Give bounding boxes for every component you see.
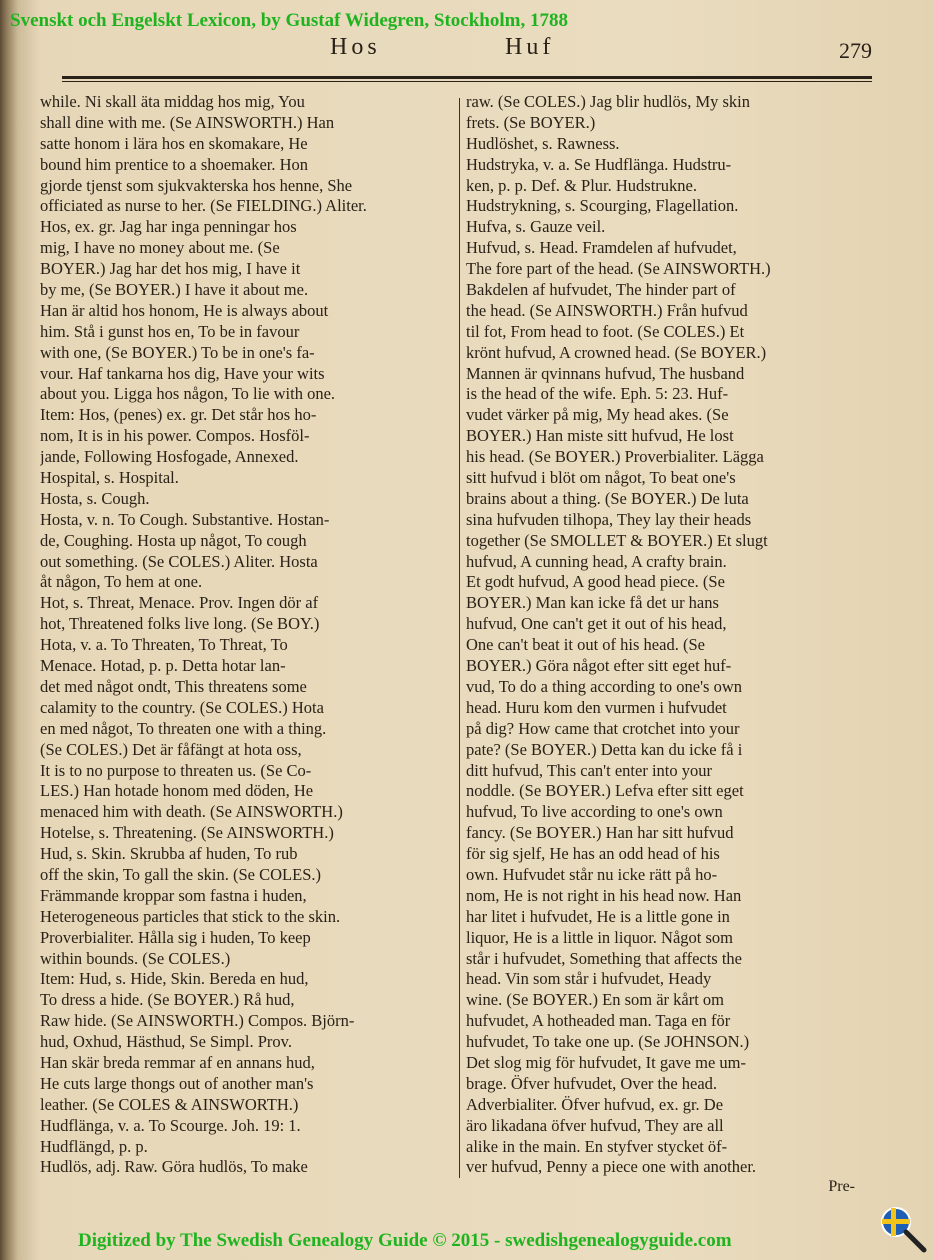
text-line: while. Ni skall äta middag hos mig, You: [40, 92, 305, 111]
text-line: Hudlös, adj. Raw. Göra hudlös, To make: [40, 1157, 308, 1177]
text-line: hufvud, One can't get it out of his head,: [466, 614, 727, 634]
text-line: BOYER.) Jag har det hos mig, I have it: [40, 259, 301, 279]
text-line: BOYER.) Göra något efter sitt eget huf-: [466, 656, 732, 676]
text-line: hufvudet, A hotheaded man. Taga en för: [466, 1011, 731, 1031]
text-line: på dig? How came that crotchet into your: [466, 718, 740, 738]
text-line: Han är altid hos honom, He is always about: [40, 300, 329, 320]
text-line: Menace. Hotad, p. p. Detta hotar lan-: [40, 656, 286, 676]
text-line: gjorde tjenst som sjukvakterska hos henne, She: [40, 175, 353, 195]
left-column: [40, 92, 448, 1178]
text-line: about you. Ligga hos någon, To lie with one.: [40, 384, 336, 404]
text-line: hot, Threatened folks live long. (Se BOY.): [40, 614, 320, 634]
text-line: ken, p. p. Def. & Plur. Hudstrukne.: [466, 175, 697, 195]
text-line: Hosta, s. Cough.: [40, 488, 150, 508]
text-line: wine. (Se BOYER.) En som är kårt om: [466, 990, 724, 1010]
text-line: together (Se SMOLLET & BOYER.) Et slugt: [466, 530, 768, 550]
text-line: jande, Following Hosfogade, Annexed.: [40, 447, 299, 467]
text-line: BOYER.) Han miste sitt hufvud, He lost: [466, 426, 734, 446]
text-line: nom, He is not right in his head now. Han: [466, 885, 742, 905]
text-line: ver hufvud, Penny a piece one with another.: [466, 1157, 757, 1177]
text-line: brage. Öfver hufvudet, Over the head.: [466, 1073, 718, 1093]
column-divider: [459, 98, 460, 1178]
text-line: head. Huru kom den vurmen i hufvudet: [466, 697, 727, 717]
text-line: hufvud, A cunning head, A crafty brain.: [466, 551, 727, 571]
text-line: Hot, s. Threat, Menace. Prov. Ingen dör af: [40, 593, 319, 613]
text-line: Bakdelen af hufvudet, The hinder part of: [466, 280, 736, 300]
swedish-flag-magnifier-icon: [880, 1206, 928, 1254]
header-rule: [62, 76, 872, 82]
text-line: mig, I have no money about me. (Se: [40, 238, 280, 258]
text-line: Item: Hos, (penes) ex. gr. Det står hos ho-: [40, 405, 317, 425]
text-line: äro likadana öfver hufvud, They are all: [466, 1115, 724, 1135]
text-line: Hud, s. Skin. Skrubba af huden, To rub: [40, 844, 298, 864]
text-line: bound him prentice to a shoemaker. Hon: [40, 154, 309, 174]
text-line: To dress a hide. (Se BOYER.) Rå hud,: [40, 990, 295, 1010]
text-line: sina hufvuden tilhopa, They lay their heads: [466, 509, 752, 529]
catchword: Pre-: [828, 1178, 855, 1195]
text-line: The fore part of the head. (Se AINSWORTH.): [466, 259, 771, 279]
text-line: Hotelse, s. Threatening. (Se AINSWORTH.): [40, 823, 334, 843]
text-line: pate? (Se BOYER.) Detta kan du icke få i: [466, 739, 743, 759]
text-line: står i hufvudet, Something that affects the: [466, 948, 743, 968]
text-line: Hospital, s. Hospital.: [40, 468, 179, 488]
text-line: Hudstrykning, s. Scourging, Flagellation.: [466, 196, 739, 216]
page-header: [60, 34, 872, 70]
text-line: Hufva, s. Gauze veil.: [466, 217, 606, 237]
text-line: til fot, From head to foot. (Se COLES.) Et: [466, 321, 745, 341]
text-line: him. Stå i gunst hos en, To be in favour: [40, 321, 300, 341]
text-line: Han skär breda remmar af en annans hud,: [40, 1052, 315, 1072]
text-line: sitt hufvud i blöt om något, To beat one's: [466, 468, 736, 488]
text-line: is the head of the wife. Eph. 5: 23. Huf-: [466, 384, 729, 404]
page-number: 279: [839, 38, 872, 63]
text-line: frets. (Se BOYER.): [466, 112, 596, 132]
text-line: hufvudet, To take one up. (Se JOHNSON.): [466, 1032, 750, 1052]
text-line: officiated as nurse to her. (Se FIELDING.) Aliter.: [40, 196, 367, 216]
text-line: hud, Oxhud, Hästhud, Se Simpl. Prov.: [40, 1032, 292, 1052]
text-line: vudet värker på mig, My head akes. (Se: [466, 405, 729, 425]
text-line: menaced him with death. (Se AINSWORTH.): [40, 802, 343, 822]
text-line: Hosta, v. n. To Cough. Substantive. Hostan-: [40, 509, 330, 529]
text-line: noddle. (Se BOYER.) Lefva efter sitt eget: [466, 781, 744, 801]
text-line: ditt hufvud, This can't enter into your: [466, 760, 713, 780]
text-line: Heterogeneous particles that stick to the skin.: [40, 906, 341, 926]
text-line: har litet i hufvudet, He is a little gone in: [466, 906, 730, 926]
text-line: Främmande kroppar som fastna i huden,: [40, 885, 307, 905]
text-line: his head. (Se BOYER.) Proverbialiter. Lägga: [466, 447, 764, 467]
text-line: It is to no purpose to threaten us. (Se Co-: [40, 760, 312, 780]
text-line: shall dine with me. (Se AINSWORTH.) Han: [40, 112, 335, 132]
text-line: calamity to the country. (Se COLES.) Hota: [40, 697, 324, 717]
watermark-title: Svenskt och Engelskt Lexicon, by Gustaf Widegren, Stockholm, 1788: [10, 10, 568, 31]
text-line: Hudlöshet, s. Rawness.: [466, 133, 620, 153]
text-line: fancy. (Se BOYER.) Han har sitt hufvud: [466, 823, 734, 843]
text-line: brains about a thing. (Se BOYER.) De luta: [466, 488, 749, 508]
text-line: nom, It is in his power. Compos. Hosföl-: [40, 426, 310, 446]
text-line: Proverbialiter. Hålla sig i huden, To keep: [40, 927, 311, 947]
text-line: Hudstryka, v. a. Se Hudflänga. Hudstru-: [466, 154, 732, 174]
text-line: vour. Haf tankarna hos dig, Have your wits: [40, 363, 325, 383]
text-line: off the skin, To gall the skin. (Se COLES.): [40, 864, 322, 884]
text-line: alike in the main. En styfver stycket öf-: [466, 1136, 728, 1156]
text-line: Hudflänga, v. a. To Scourge. Joh. 19: 1.: [40, 1115, 301, 1135]
text-line: the head. (Se AINSWORTH.) Från hufvud: [466, 300, 748, 320]
text-line: Hota, v. a. To Threaten, To Threat, To: [40, 635, 288, 655]
text-line: Mannen är qvinnans hufvud, The husband: [466, 363, 745, 383]
text-line: Det slog mig för hufvudet, It gave me um-: [466, 1052, 746, 1072]
text-line: LES.) Han hotade honom med döden, He: [40, 781, 314, 801]
right-column: [466, 92, 872, 1178]
text-line: för sig sjelf, He has an odd head of his: [466, 844, 720, 864]
text-line: Item: Hud, s. Hide, Skin. Bereda en hud,: [40, 969, 309, 989]
text-line: with one, (Se BOYER.) To be in one's fa-: [40, 342, 315, 362]
text-line: Et godt hufvud, A good head piece. (Se: [466, 572, 725, 592]
text-line: åt någon, To hem at one.: [40, 572, 203, 592]
text-line: (Se COLES.) Det är fåfängt at hota oss,: [40, 739, 302, 759]
text-line: liquor, He is a little in liquor. Något som: [466, 927, 733, 947]
text-line: Hos, ex. gr. Jag har inga penningar hos: [40, 217, 297, 237]
text-line: raw. (Se COLES.) Jag blir hudlös, My skin: [466, 92, 750, 111]
text-line: Adverbialiter. Öfver hufvud, ex. gr. De: [466, 1094, 724, 1114]
guide-word-left: Hos: [330, 34, 381, 60]
text-line: He cuts large thongs out of another man's: [40, 1073, 314, 1093]
text-line: satte honom i lära hos en skomakare, He: [40, 133, 308, 153]
text-line: Hudflängd, p. p.: [40, 1136, 148, 1156]
text-line: Hufvud, s. Head. Framdelen af hufvudet,: [466, 238, 737, 258]
text-line: Raw hide. (Se AINSWORTH.) Compos. Björn-: [40, 1011, 355, 1031]
text-line: leather. (Se COLES & AINSWORTH.): [40, 1094, 299, 1114]
text-line: krönt hufvud, A crowned head. (Se BOYER.): [466, 342, 767, 362]
text-line: within bounds. (Se COLES.): [40, 948, 231, 968]
text-line: en med något, To threaten one with a thing.: [40, 718, 327, 738]
guide-word-right: Huf: [505, 34, 555, 60]
watermark-footer: Digitized by The Swedish Genealogy Guide © 2015 - swedishgenealogyguide.com: [78, 1230, 732, 1251]
text-line: out something. (Se COLES.) Aliter. Hosta: [40, 551, 318, 571]
text-line: de, Coughing. Hosta up något, To cough: [40, 530, 307, 550]
text-line: One can't beat it out of his head. (Se: [466, 635, 705, 655]
text-line: head. Vin som står i hufvudet, Heady: [466, 969, 712, 989]
text-line: own. Hufvudet står nu icke rätt på ho-: [466, 864, 718, 884]
text-line: vud, To do a thing according to one's own: [466, 676, 743, 696]
text-line: BOYER.) Man kan icke få det ur hans: [466, 593, 719, 613]
text-line: by me, (Se BOYER.) I have it about me.: [40, 280, 309, 300]
text-line: hufvud, To live according to one's own: [466, 802, 723, 822]
text-line: det med något ondt, This threatens some: [40, 676, 307, 696]
